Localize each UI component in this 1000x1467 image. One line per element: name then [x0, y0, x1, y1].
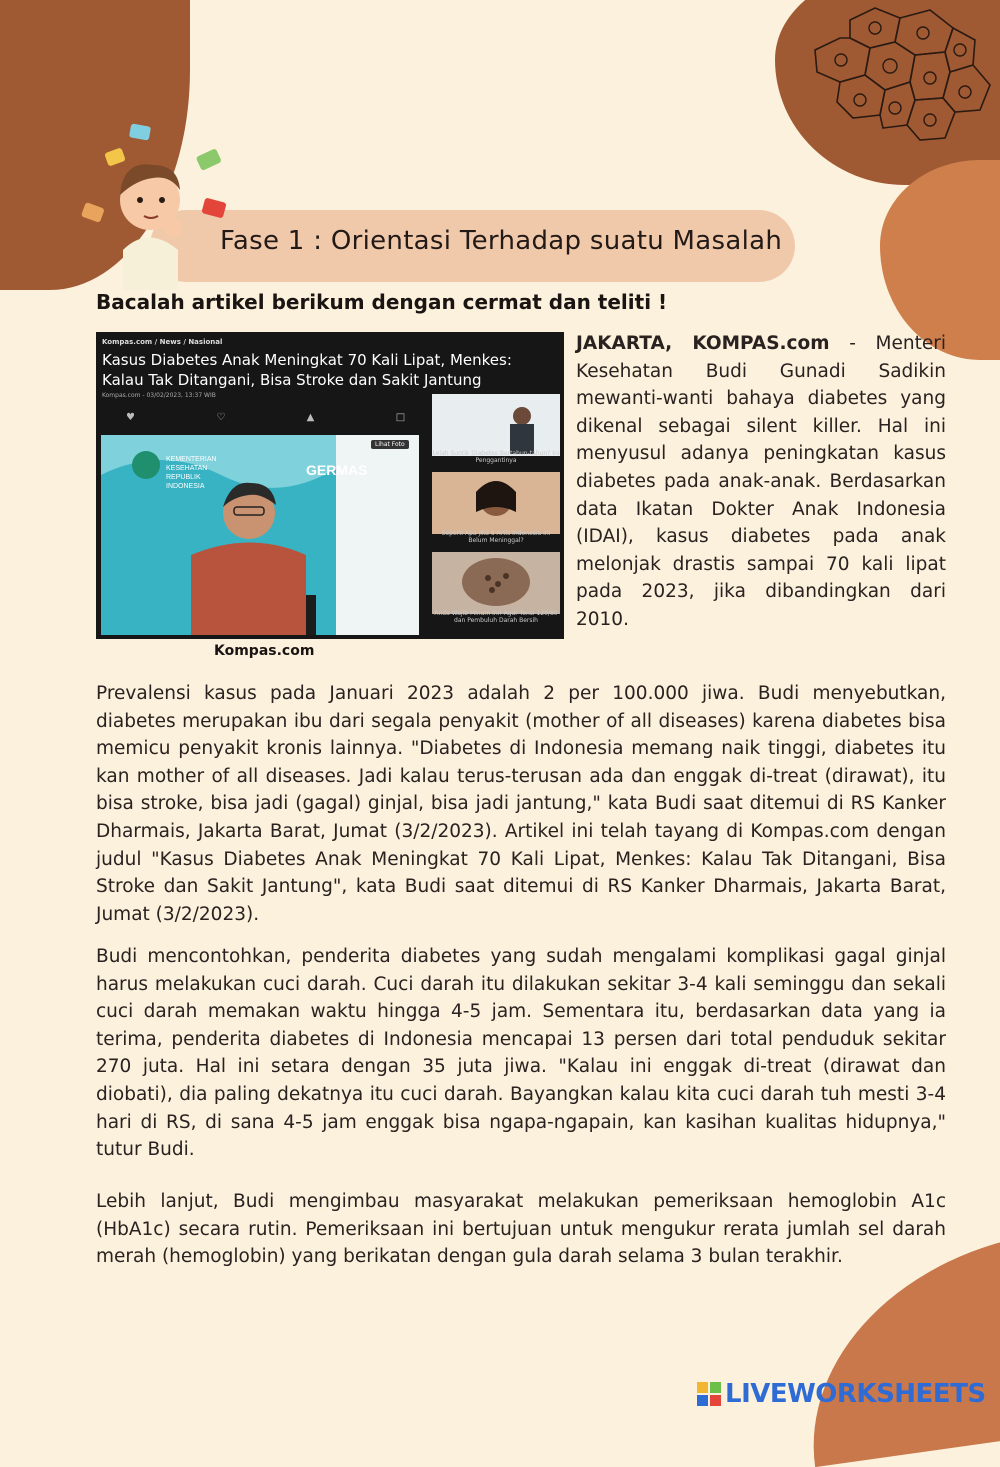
svg-text:KEMENTERIAN: KEMENTERIAN	[166, 456, 217, 463]
like-icon: ♥	[126, 412, 135, 423]
cells-illustration	[795, 0, 1000, 160]
article-breadcrumb: Kompas.com / News / Nasional	[102, 338, 223, 346]
svg-text:KESEHATAN: KESEHATAN	[166, 465, 208, 472]
article-headline: Kasus Diabetes Anak Meningkat 70 Kali Lipat, Menkes: Kalau Tak Ditangani, Bisa Stroke dan Sakit Jantung	[102, 351, 512, 389]
photo-label-badge: Lihat Foto	[371, 440, 409, 449]
dateline: JAKARTA, KOMPAS.com	[576, 333, 830, 354]
side-caption-2: Seperti Apa jika 8 Artis Indonesia Ini Belum Meninggal?	[441, 530, 551, 544]
svg-text:GERMAS: GERMAS	[306, 462, 368, 478]
svg-text:INDONESIA: INDONESIA	[166, 483, 205, 490]
bookmark-icon: □	[395, 412, 406, 423]
liveworksheets-logo[interactable]	[697, 1378, 986, 1410]
body-paragraph-2: Budi mencontohkan, penderita diabetes yang sudah mengalami komplikasi gagal ginjal harus melakukan cuci darah. Cuci darah itu dilakukan sekitar 3-4 kali seminggu dan sekali cuci darah memakan waktu hingga 4-5 jam. Sementara itu, berdasarkan data yang ia terima, penderita diabetes di Indonesia mencapai 13 persen dari total penduduk sekitar 270 juta. Hal ini setara dengan 35 juta jiwa. "Kalau ini enggak di-treat (dirawat dan diobati), dia paling dekatnya itu cuci darah. Bayangkan kalau kita cuci darah tuh mesti 3-4 hari di RS, di sana 4-5 jam enggak bisa ngapa-ngapain, kan kasihan kualitas hidupnya," tutur Budi.	[96, 946, 946, 1161]
minister-photo	[101, 435, 419, 635]
article-screenshot	[96, 332, 564, 639]
side-thumbnail-2	[432, 472, 560, 534]
image-caption: Kompas.com	[214, 643, 315, 659]
side-caption-1: Lelah Suntik Diabetes Bertahun-tahun? Ini Penggantinya	[432, 450, 560, 464]
logo-blocks-icon	[697, 1382, 721, 1406]
side-caption-3: Anda Wajib Minum Ini! Agar Tensi 120/80 dan Pembuluh Darah Bersih	[434, 610, 558, 624]
share-icon: ▲	[306, 412, 315, 423]
phase-title: Fase 1 : Orientasi Terhadap suatu Masalah	[220, 226, 783, 256]
logo-text: LIVEWORKSHEETS	[725, 1379, 986, 1409]
dislike-icon: ♡	[216, 412, 226, 423]
side-thumbnail-1	[432, 394, 560, 456]
instruction-text: Bacalah artikel berikum dengan cermat dan teliti !	[96, 290, 668, 314]
article-date: Kompas.com - 03/02/2023, 13:37 WIB	[102, 392, 216, 399]
body-paragraph-1: Prevalensi kasus pada Januari 2023 adalah 2 per 100.000 jiwa. Budi menyebutkan, diabetes merupakan ibu dari segala penyakit (mother of all diseases) karena diabetes bisa memicu penyakit kronis lainnya. "Diabetes di Indonesia memang naik tinggi, diabetes itu kan mother of all diseases. Jadi kalau terus-terusan ada dan enggak di-treat (dirawat), itu bisa stroke, bisa jadi (gagal) ginjal, bisa jadi jantung," kata Budi saat ditemui di RS Kanker Dharmais, Jakarta Barat, Jumat (3/2/2023). Artikel ini telah tayang di Kompas.com dengan judul "Kasus Diabetes Anak Meningkat 70 Kali Lipat, Menkes: Kalau Tak Ditangani, Bisa Stroke dan Sakit Jantung", kata Budi saat ditemui di RS Kanker Dharmais, Jakarta Barat, Jumat (3/2/2023).	[96, 683, 946, 925]
lead-paragraph	[576, 330, 946, 634]
thinking-boy-illustration	[78, 120, 268, 290]
side-thumbnail-3	[432, 552, 560, 614]
lead-text: - Menteri Kesehatan Budi Gunadi Sadikin mewanti-wanti bahaya diabetes yang dikenal sebagai silent killer. Hal ini menyusul adanya peningkatan kasus diabetes pada anak-anak. Berdasarkan data Ikatan Dokter Anak Indonesia (IDAI), kasus diabetes pada anak melonjak drastis sampai 70 kali lipat pada 2023, jika dibandingkan dari 2010.	[576, 333, 946, 630]
svg-text:REPUBLIK: REPUBLIK	[166, 474, 201, 481]
body-paragraph-3: Lebih lanjut, Budi mengimbau masyarakat melakukan pemeriksaan hemoglobin A1c (HbA1c) secara rutin. Pemeriksaan ini bertujuan untuk mengukur rerata jumlah sel darah merah (hemoglobin) yang berikatan dengan gula darah selama 3 bulan terakhir.	[96, 1191, 946, 1268]
